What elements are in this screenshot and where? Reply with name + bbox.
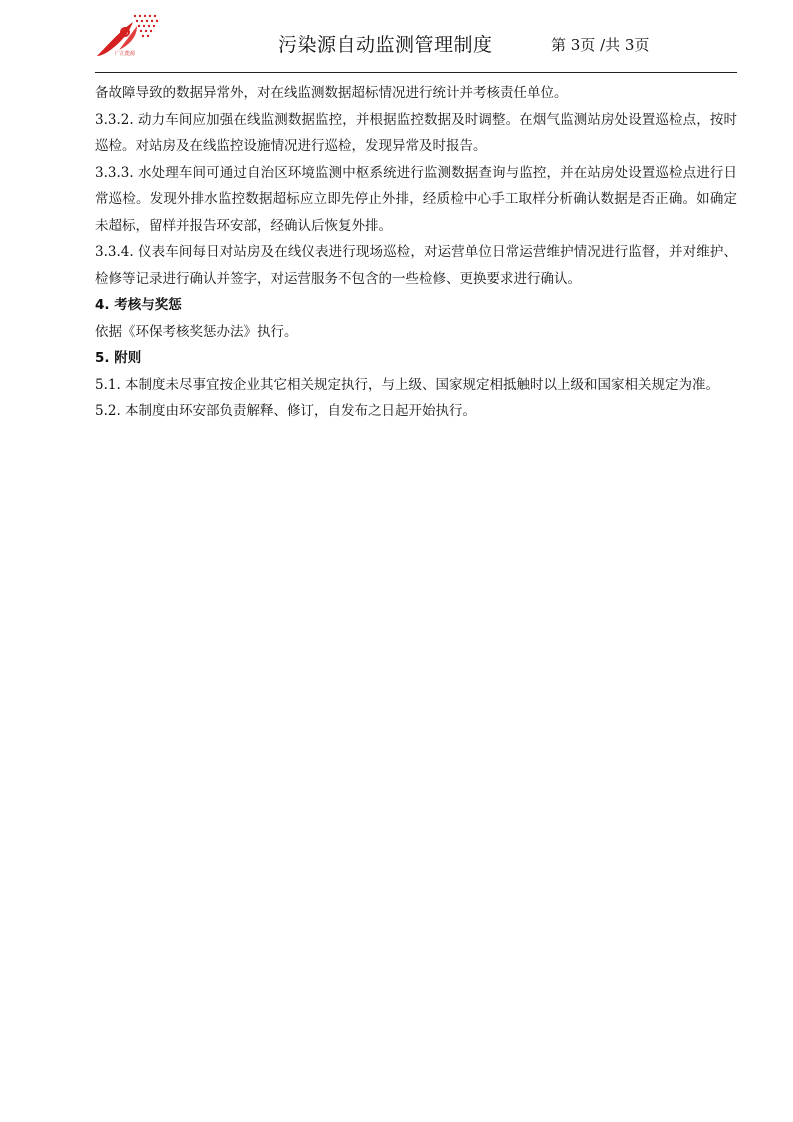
clause-5-2: 5.2. 本制度由环安部负责解释、修订，自发布之日起开始执行。 [95,403,477,419]
logo-text: 广汇能源 [115,51,136,57]
page-header [95,10,737,73]
clause-3-3-2: 3.3.2. 动力车间应加强在线监测数据监控，并根据监控数据及时调整。在烟气监测站房处设置巡检点，按时巡检。对站房及在线监控设施情况进行巡检，发现异常及时报告。 [95,111,737,154]
document-body [95,80,737,425]
clause-3-3-4: 3.3.4. 仪表车间每日对站房及在线仪表进行现场巡检，对运营单位日常运营维护情况进行监督，并对维护、检修等记录进行确认并签字，对运营服务不包含的一些检修、更换要求进行确认。 [95,244,737,287]
clause-5-1: 5.1. 本制度未尽事宜按企业其它相关规定执行，与上级、国家规定相抵触时以上级和国家相关规定为准。 [95,376,720,393]
paragraph: 依据《环保考核奖惩办法》执行。 [95,323,298,340]
section-heading-5: 5. 附则 [95,350,142,366]
clause-3-3-3: 3.3.3. 水处理车间可通过自治区环境监测中枢系统进行监测数据查询与监控，并在站房处设置巡检点进行日常巡检。发现外排水监控数据超标应立即先停止外排，经质检中心手工取样分析确认数据是否正确。如确定未超标，留样并报告环安部，经确认后恢复外排。 [95,164,737,234]
section-heading-4: 4. 考核与奖惩 [95,297,182,313]
paragraph: 备故障导致的数据异常外，对在线监测数据超标情况进行统计并考核责任单位。 [95,85,568,101]
document-title: 污染源自动监测管理制度 [278,34,493,56]
page-number: 第 3页 /共 3页 [551,36,650,54]
